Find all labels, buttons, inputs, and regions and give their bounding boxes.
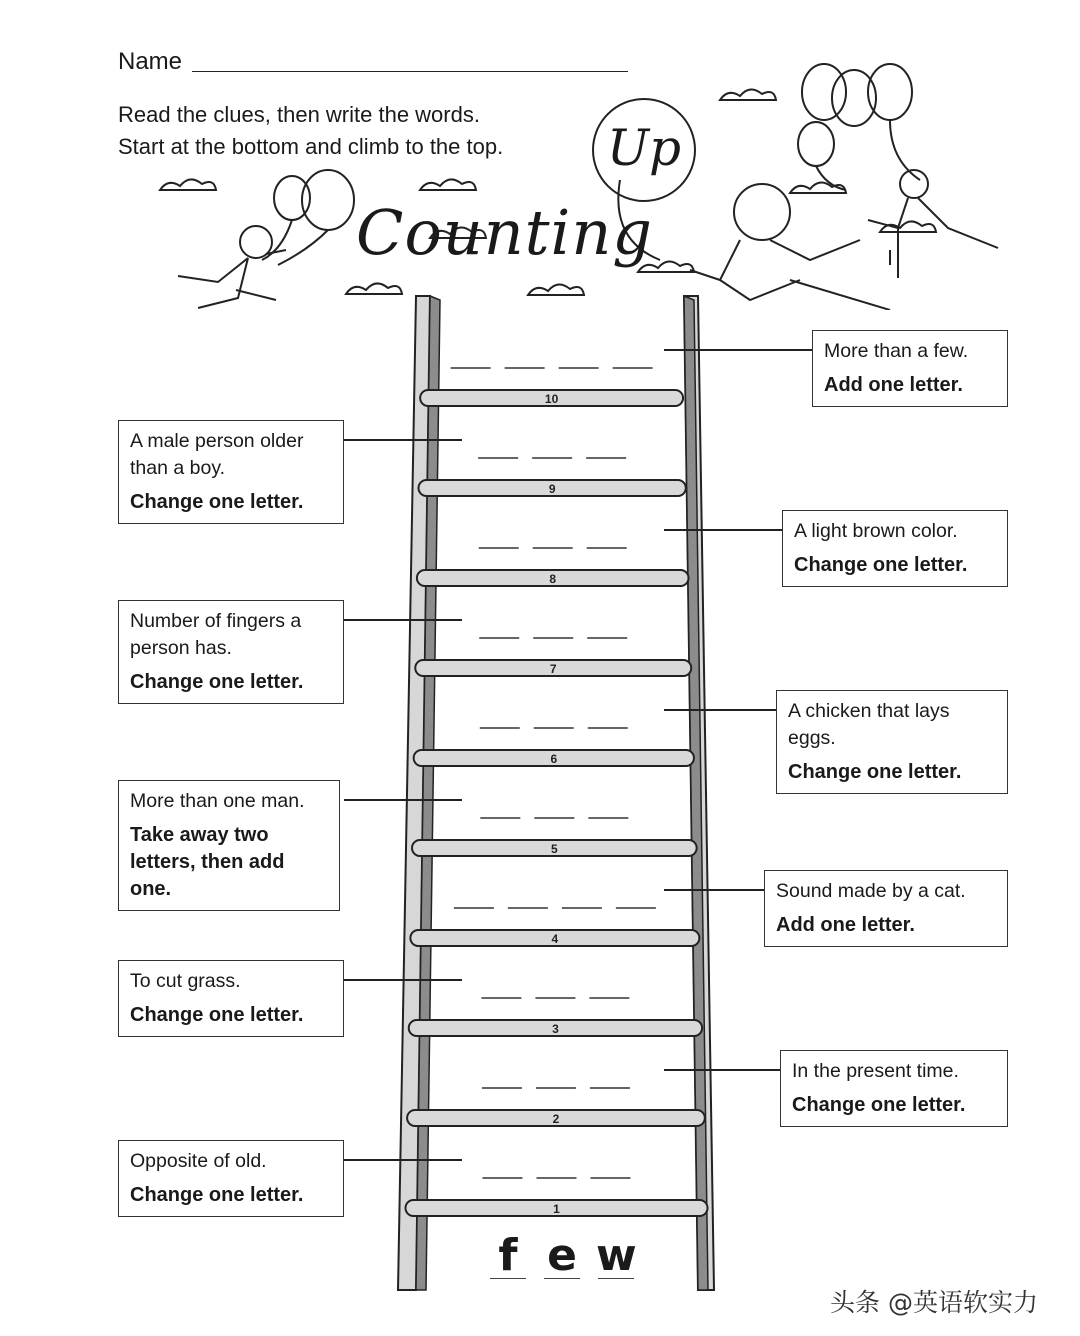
clue-instruction: Change one letter. [130,1184,304,1206]
clue-text: More than one man. [130,790,305,812]
clue-instruction: Add one letter. [776,914,915,936]
clue-text: In the present time. [792,1060,959,1082]
clue-box-3 [118,960,344,1037]
clue-box-8 [782,510,1008,587]
clue-instruction: Change one letter. [788,761,962,783]
rung-number: 1 [553,1202,560,1216]
rung-number: 3 [552,1022,559,1036]
start-letter: w [596,1230,637,1281]
title-up: Up [592,98,696,202]
instruction-line-2: Start at the bottom and climb to the top. [118,134,504,159]
clue-text: To cut grass. [130,970,241,992]
rung-number: 6 [550,752,558,766]
clue-box-10 [812,330,1008,407]
rung-number: 2 [552,1112,560,1126]
instruction-line-1: Read the clues, then write the words. [118,102,480,127]
clue-text: More than a few. [824,340,969,362]
clue-box-5 [118,780,340,911]
clue-instruction: Change one letter. [792,1094,966,1116]
clue-text: Sound made by a cat. [776,880,966,902]
title-counting: Counting [356,196,653,269]
rung-number: 5 [550,842,558,856]
clue-instruction: Take away two letters, then add one. [130,824,285,900]
start-underline [544,1278,580,1279]
start-word [488,1230,648,1286]
clue-text: Number of fingers a person has. [130,610,302,659]
name-label: Name [118,48,183,75]
rung-number: 4 [551,932,559,946]
clue-box-1 [118,1140,344,1217]
clue-instruction: Change one letter. [130,671,304,693]
clue-box-6 [776,690,1008,794]
clue-box-4 [764,870,1008,947]
clue-box-7 [118,600,344,704]
clue-instruction: Add one letter. [824,374,963,396]
clue-text: A light brown color. [794,520,958,542]
start-underline [598,1278,634,1279]
clue-text: A chicken that lays eggs. [788,700,950,749]
rung-number: 9 [548,482,556,496]
rung-number: 10 [544,392,559,406]
clue-instruction: Change one letter. [130,1004,304,1026]
rung-number: 8 [549,572,557,586]
start-letter: e [547,1230,577,1281]
clue-instruction: Change one letter. [794,554,968,576]
clue-text: A male person older than a boy. [130,430,304,479]
watermark: 头条 @英语软实力 [830,1288,1038,1317]
start-letter: f [498,1230,518,1281]
rung-number: 7 [549,662,557,676]
clue-text: Opposite of old. [130,1150,267,1172]
clue-box-9 [118,420,344,524]
start-underline [490,1278,526,1279]
clue-instruction: Change one letter. [130,491,304,513]
clue-box-2 [780,1050,1008,1127]
